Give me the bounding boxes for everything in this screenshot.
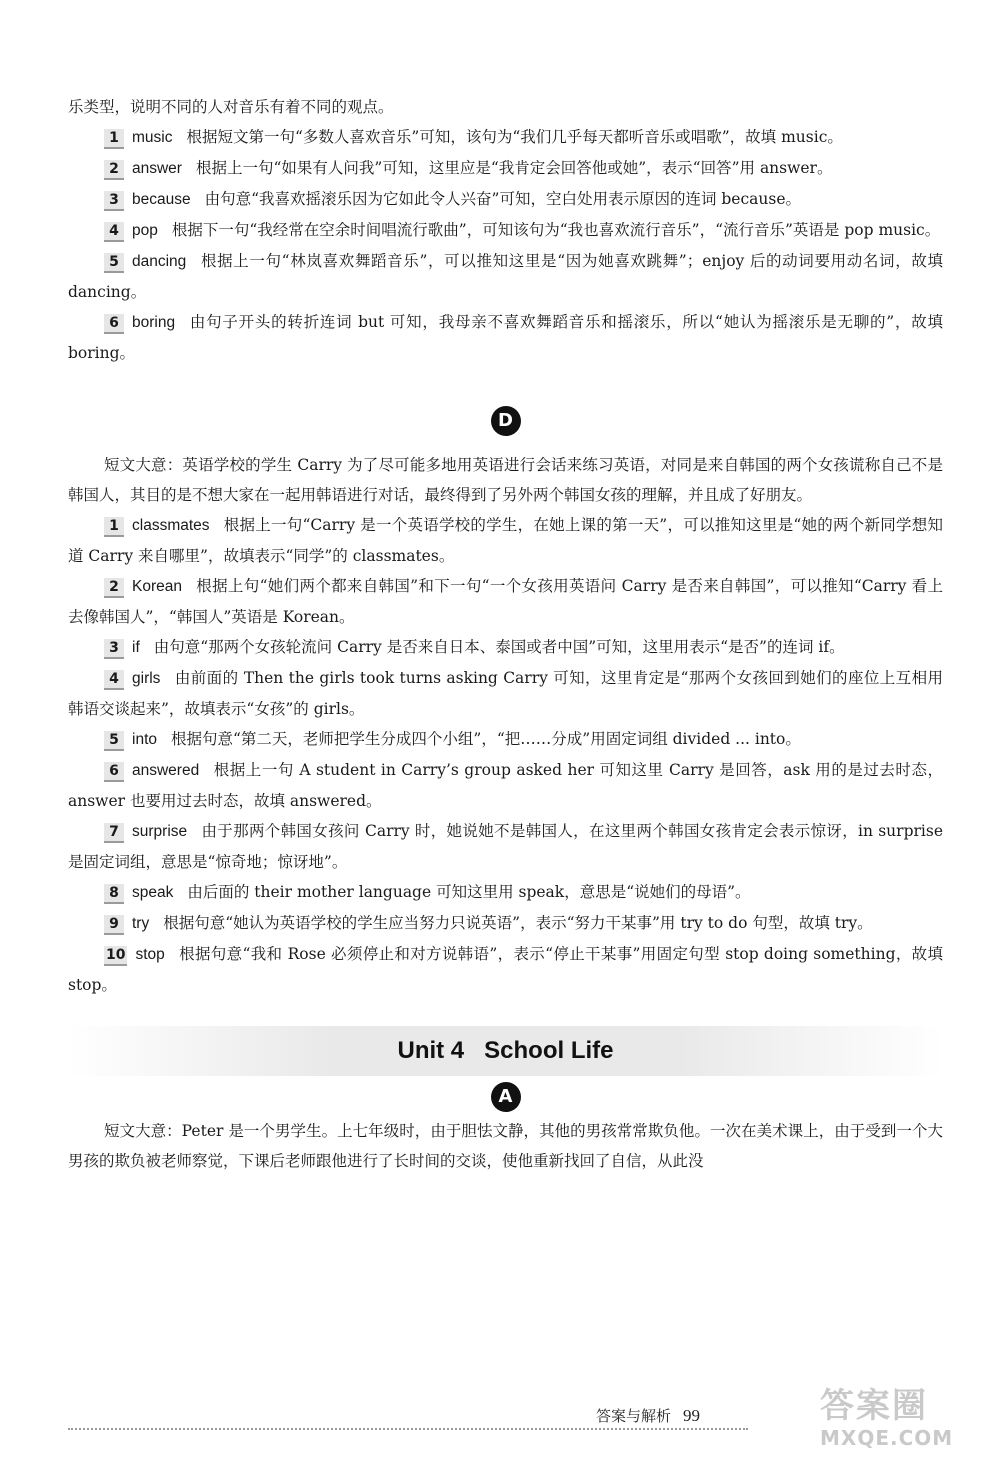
answer-item bbox=[68, 939, 943, 1000]
answer-word: answered bbox=[132, 762, 200, 779]
item-number: 4 bbox=[104, 670, 124, 690]
watermark-text: 答案圈 bbox=[820, 1386, 928, 1426]
unit-heading-band bbox=[68, 1026, 943, 1076]
answer-word: if bbox=[132, 639, 140, 656]
answer-word: try bbox=[132, 915, 150, 932]
answer-word: girls bbox=[132, 670, 161, 687]
item-number: 1 bbox=[104, 517, 124, 537]
answer-word: surprise bbox=[132, 823, 188, 840]
answer-explanation: 根据上句“她们两个都来自韩国”和下一句“一个女孩用英语问 Carry 是否来自韩国”，可以推知“Carry 看上去像韩国人”，“韩国人”英语是 Korean。 bbox=[68, 577, 943, 626]
answer-word: music bbox=[132, 129, 173, 146]
item-number: 4 bbox=[104, 222, 124, 242]
item-number: 6 bbox=[104, 762, 124, 782]
answer-explanation: 由句意“那两个女孩轮流问 Carry 是否来自日本、泰国或者中国”可知，这里用表示“是否”的连词 if。 bbox=[153, 638, 845, 656]
watermark bbox=[820, 1386, 995, 1456]
answer-item bbox=[68, 307, 943, 368]
item-number: 3 bbox=[104, 191, 124, 211]
answer-explanation: 由后面的 their mother language 可知这里用 speak，意思是“说她们的母语”。 bbox=[187, 883, 751, 901]
answer-item bbox=[68, 153, 943, 184]
answer-word: dancing bbox=[132, 253, 187, 270]
answer-explanation: 由前面的 Then the girls took turns asking Carry 可知，这里肯定是“那两个女孩回到她们的座位上互相用韩语交谈起来”，故填表示“女孩”的 girls。 bbox=[68, 669, 943, 718]
answer-item bbox=[68, 571, 943, 632]
answer-word: Korean bbox=[132, 578, 182, 595]
footer-label: 答案与解析 bbox=[596, 1407, 672, 1425]
answer-item bbox=[68, 122, 943, 153]
unit-title: Unit 4 School Life bbox=[397, 1037, 614, 1064]
section-d-answer-list bbox=[68, 510, 943, 1000]
answer-item bbox=[68, 510, 943, 571]
answer-item bbox=[68, 246, 943, 307]
answer-explanation: 根据上一句“如果有人问我”可知，这里应是“我肯定会回答他或她”，表示“回答”用 answer。 bbox=[195, 159, 833, 177]
section-a-badge: A bbox=[491, 1082, 521, 1112]
page-content bbox=[68, 92, 943, 1176]
answer-item bbox=[68, 908, 943, 939]
item-number: 6 bbox=[104, 314, 124, 334]
answer-explanation: 根据上一句 A student in Carry’s group asked her 可知这里 Carry 是回答，ask 用的是过去时态，answer 也要用过去时态，故填 answered。 bbox=[68, 761, 943, 810]
page-number: 99 bbox=[683, 1406, 701, 1425]
answer-explanation: 由于那两个韩国女孩问 Carry 时，她说她不是韩国人，在这里两个韩国女孩肯定会表示惊讶，in surprise 是固定词组，意思是“惊奇地；惊讶地”。 bbox=[68, 822, 943, 871]
item-number: 1 bbox=[104, 129, 124, 149]
watermark-url: MXQE.COM bbox=[820, 1426, 954, 1450]
answer-explanation: 根据句意“我和 Rose 必须停止和对方说韩语”，表示“停止干某事”用固定句型 stop doing something，故填 stop。 bbox=[68, 945, 943, 994]
answer-word: answer bbox=[132, 160, 182, 177]
top-answer-list bbox=[68, 122, 943, 368]
answer-word: because bbox=[132, 191, 191, 208]
answer-item bbox=[68, 663, 943, 724]
answer-word: classmates bbox=[132, 517, 210, 534]
answer-explanation: 根据句意“她认为英语学校的学生应当努力只说英语”，表示“努力干某事”用 try to do 句型，故填 try。 bbox=[163, 914, 873, 932]
section-d-summary: 短文大意：英语学校的学生 Carry 为了尽可能多地用英语进行会话来练习英语，对同是来自韩国的两个女孩谎称自己不是韩国人，其目的是不想大家在一起用韩语进行对话，最终得到了另外两个韩国女孩的理解，并且成了好朋友。 bbox=[68, 456, 943, 504]
intro-tail: 乐类型，说明不同的人对音乐有着不同的观点。 bbox=[68, 98, 394, 116]
answer-explanation: 根据上一句“Carry 是一个英语学校的学生，在她上课的第一天”，可以推知这里是“她的两个新同学想知道 Carry 来自哪里”，故填表示“同学”的 classmates。 bbox=[68, 516, 943, 565]
footer bbox=[596, 1405, 700, 1426]
answer-item bbox=[68, 755, 943, 816]
answer-item bbox=[68, 816, 943, 877]
answer-explanation: 由句意“我喜欢摇滚乐因为它如此令人兴奋”可知，空白处用表示原因的连词 because。 bbox=[204, 190, 802, 208]
item-number: 9 bbox=[104, 915, 124, 935]
answer-item bbox=[68, 632, 943, 663]
answer-item bbox=[68, 877, 943, 908]
item-number: 2 bbox=[104, 160, 124, 180]
answer-explanation: 根据下一句“我经常在空余时间唱流行歌曲”，可知该句为“我也喜欢流行音乐”，“流行音乐”英语是 pop music。 bbox=[171, 221, 941, 239]
section-a-summary: 短文大意：Peter 是一个男学生。上七年级时，由于胆怯文静，其他的男孩常常欺负他。一次在美术课上，由于受到一个大男孩的欺负被老师察觉，下课后老师跟他进行了长时间的交谈，使他重新找回了自信，从此没 bbox=[68, 1122, 943, 1170]
item-number: 5 bbox=[104, 731, 124, 751]
answer-explanation: 根据句意“第二天，老师把学生分成四个小组”，“把……分成”用固定词组 divided ... into。 bbox=[171, 730, 801, 748]
answer-word: speak bbox=[132, 884, 174, 901]
answer-word: boring bbox=[132, 314, 176, 331]
item-number: 5 bbox=[104, 253, 124, 273]
section-d-badge: D bbox=[491, 406, 521, 436]
answer-explanation: 根据上一句“林岚喜欢舞蹈音乐”，可以推知这里是“因为她喜欢跳舞”；enjoy 后的动词要用动名词，故填 dancing。 bbox=[68, 252, 943, 301]
item-number: 2 bbox=[104, 578, 124, 598]
answer-explanation: 根据短文第一句“多数人喜欢音乐”可知，该句为“我们几乎每天都听音乐或唱歌”，故填 music。 bbox=[186, 128, 843, 146]
item-number: 7 bbox=[104, 823, 124, 843]
answer-item bbox=[68, 184, 943, 215]
answer-word: stop bbox=[135, 946, 165, 963]
answer-explanation: 由句子开头的转折连词 but 可知，我母亲不喜欢舞蹈音乐和摇滚乐，所以“她认为摇滚乐是无聊的”，故填 boring。 bbox=[68, 313, 943, 362]
answer-word: into bbox=[132, 731, 157, 748]
answer-item bbox=[68, 724, 943, 755]
item-number: 10 bbox=[104, 946, 127, 966]
answer-item bbox=[68, 215, 943, 246]
item-number: 8 bbox=[104, 884, 124, 904]
item-number: 3 bbox=[104, 639, 124, 659]
answer-word: pop bbox=[132, 222, 158, 239]
footer-dotted-rule bbox=[68, 1428, 748, 1430]
